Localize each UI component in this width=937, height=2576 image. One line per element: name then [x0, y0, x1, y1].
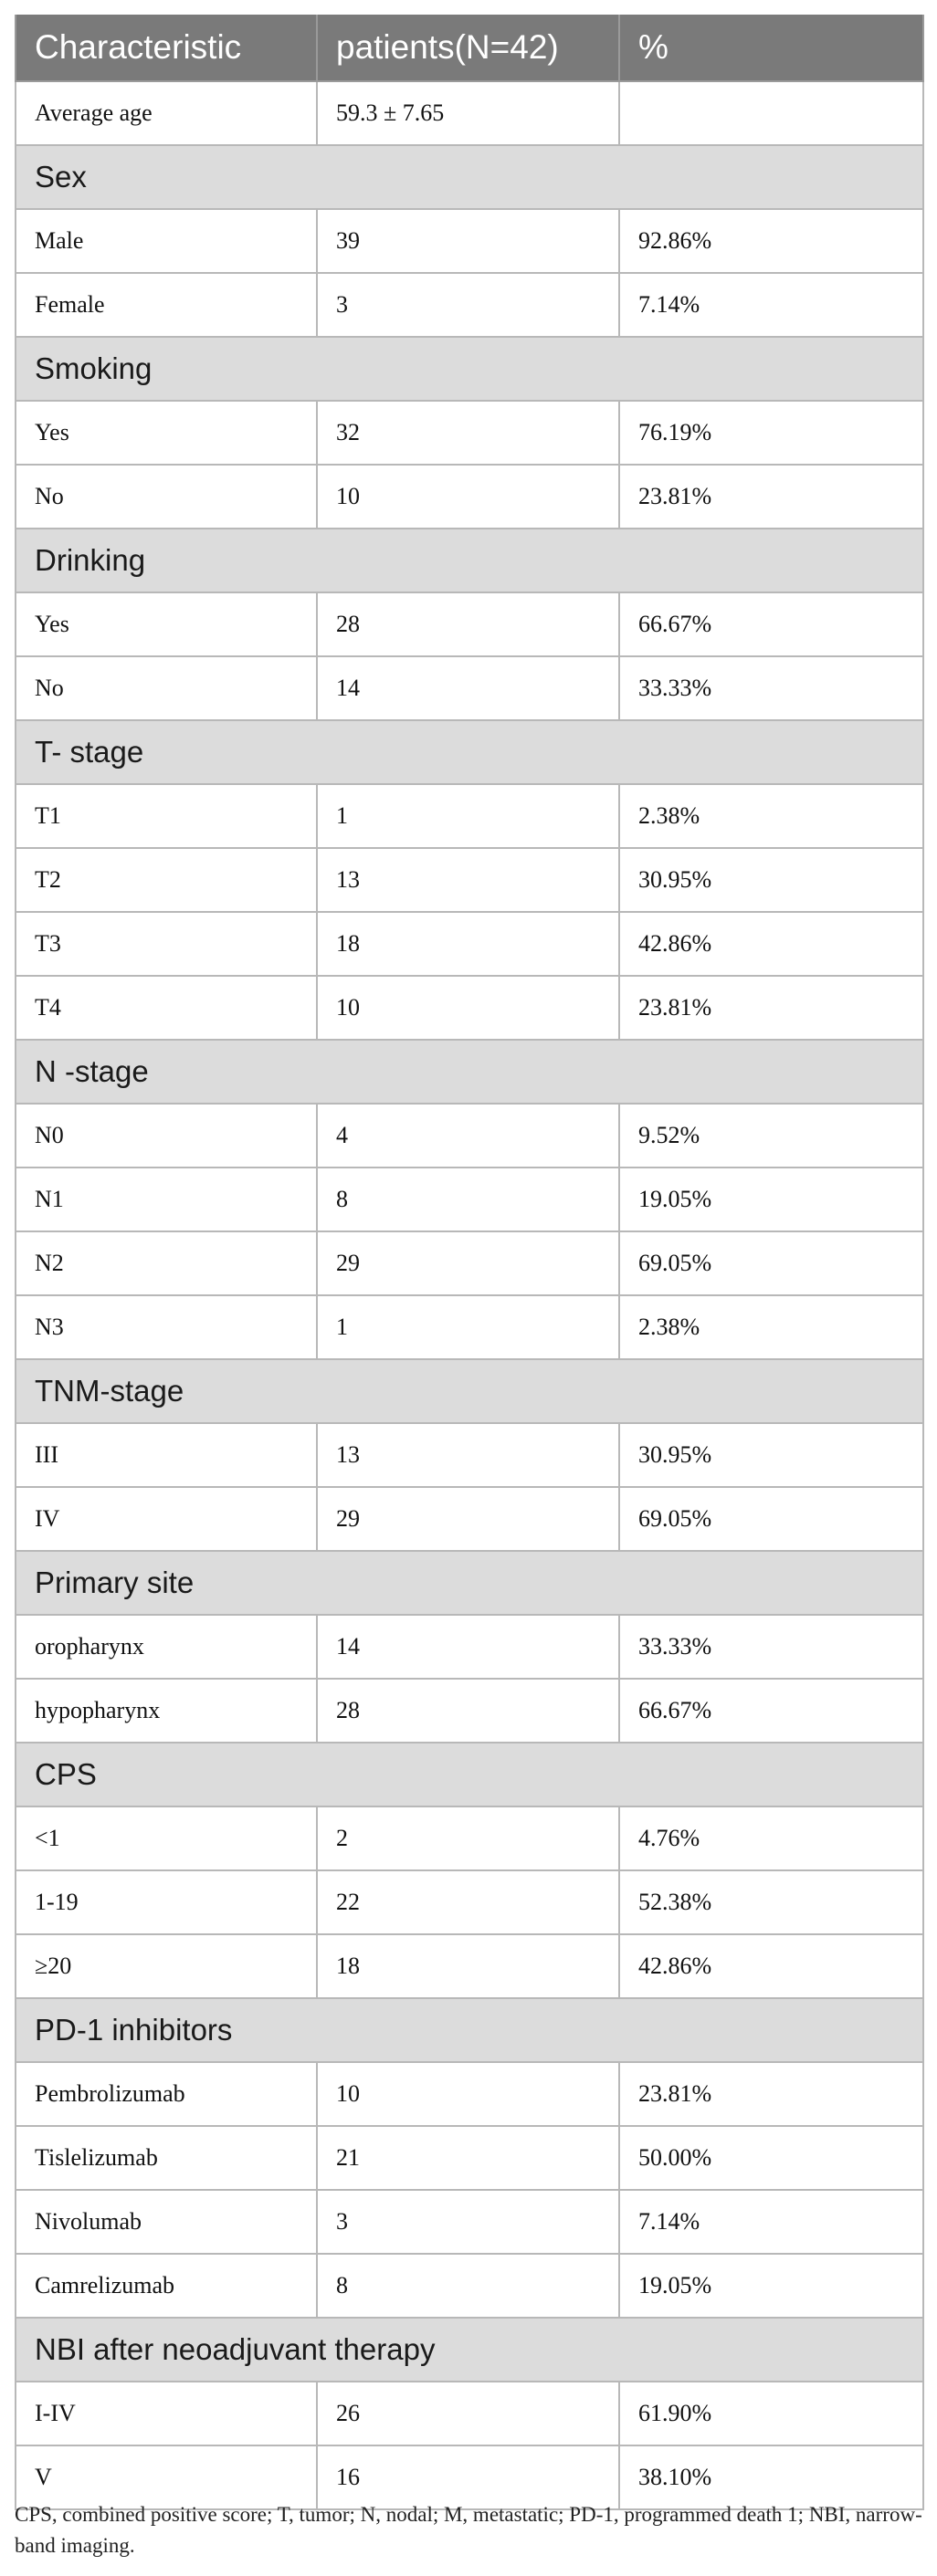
- cell-percent: 61.90%: [619, 2382, 923, 2445]
- cell-patients: 10: [317, 976, 619, 1040]
- group-header-row: [16, 1743, 923, 1806]
- table-row: [16, 1870, 923, 1934]
- cell-percent: 66.67%: [619, 1679, 923, 1743]
- cell-percent: 23.81%: [619, 465, 923, 529]
- cell-characteristic: Pembrolizumab: [16, 2062, 317, 2126]
- cell-patients: 13: [317, 848, 619, 912]
- cell-patients: 10: [317, 2062, 619, 2126]
- cell-characteristic: Yes: [16, 401, 317, 465]
- table-row: [16, 209, 923, 273]
- cell-characteristic: Camrelizumab: [16, 2254, 317, 2318]
- table-row: [16, 1487, 923, 1551]
- cell-percent: 2.38%: [619, 1295, 923, 1359]
- cell-patients: 3: [317, 273, 619, 337]
- cell-characteristic: N0: [16, 1104, 317, 1168]
- cell-percent: 7.14%: [619, 273, 923, 337]
- cell-patients: 14: [317, 656, 619, 720]
- cell-characteristic: ≥20: [16, 1934, 317, 1998]
- table-header: [16, 15, 923, 81]
- cell-percent: 4.76%: [619, 1806, 923, 1870]
- cell-patients: 22: [317, 1870, 619, 1934]
- cell-characteristic: III: [16, 1423, 317, 1487]
- cell-percent: 92.86%: [619, 209, 923, 273]
- cell-patients: 10: [317, 465, 619, 529]
- cell-patients: 32: [317, 401, 619, 465]
- characteristics-table-container: [15, 15, 922, 2510]
- cell-characteristic: 1-19: [16, 1870, 317, 1934]
- cell-patients: 39: [317, 209, 619, 273]
- cell-patients: 21: [317, 2126, 619, 2190]
- cell-characteristic: N2: [16, 1231, 317, 1295]
- cell-percent: 69.05%: [619, 1231, 923, 1295]
- cell-percent: 38.10%: [619, 2445, 923, 2509]
- cell-patients: 8: [317, 1168, 619, 1231]
- table-row: [16, 401, 923, 465]
- cell-characteristic: T3: [16, 912, 317, 976]
- table-row: [16, 784, 923, 848]
- cell-percent: 30.95%: [619, 848, 923, 912]
- table-row: [16, 273, 923, 337]
- table-row: [16, 1615, 923, 1679]
- cell-patients: 14: [317, 1615, 619, 1679]
- cell-patients: 18: [317, 912, 619, 976]
- table-row: [16, 465, 923, 529]
- cell-characteristic: No: [16, 465, 317, 529]
- cell-characteristic: T4: [16, 976, 317, 1040]
- characteristics-table: [15, 15, 924, 2510]
- table-row: [16, 2062, 923, 2126]
- cell-patients: 1: [317, 1295, 619, 1359]
- table-row: [16, 1168, 923, 1231]
- group-label: Smoking: [16, 337, 923, 401]
- header-row: [16, 15, 923, 81]
- cell-characteristic: N3: [16, 1295, 317, 1359]
- group-label: Drinking: [16, 529, 923, 592]
- cell-patients: 4: [317, 1104, 619, 1168]
- table-row: [16, 81, 923, 145]
- group-header-row: [16, 720, 923, 784]
- group-label: T- stage: [16, 720, 923, 784]
- header-patients: patients(N=42): [317, 15, 619, 81]
- table-row: [16, 1806, 923, 1870]
- group-label: Primary site: [16, 1551, 923, 1615]
- group-label: NBI after neoadjuvant therapy: [16, 2318, 923, 2382]
- group-header-row: [16, 1551, 923, 1615]
- cell-percent: 52.38%: [619, 1870, 923, 1934]
- table-row: [16, 1231, 923, 1295]
- cell-patients: 28: [317, 592, 619, 656]
- cell-percent: 33.33%: [619, 1615, 923, 1679]
- table-row: [16, 592, 923, 656]
- group-header-row: [16, 1998, 923, 2062]
- cell-characteristic: Yes: [16, 592, 317, 656]
- cell-percent: 50.00%: [619, 2126, 923, 2190]
- cell-percent: 42.86%: [619, 912, 923, 976]
- cell-characteristic: oropharynx: [16, 1615, 317, 1679]
- table-row: [16, 1934, 923, 1998]
- cell-characteristic: No: [16, 656, 317, 720]
- cell-percent: 2.38%: [619, 784, 923, 848]
- cell-characteristic: Tislelizumab: [16, 2126, 317, 2190]
- table-row: [16, 848, 923, 912]
- cell-characteristic: T1: [16, 784, 317, 848]
- cell-percent: 19.05%: [619, 2254, 923, 2318]
- table-row: [16, 2190, 923, 2254]
- cell-characteristic: N1: [16, 1168, 317, 1231]
- table-row: [16, 656, 923, 720]
- cell-patients: 59.3 ± 7.65: [317, 81, 619, 145]
- cell-percent: [619, 81, 923, 145]
- cell-percent: 66.67%: [619, 592, 923, 656]
- group-header-row: [16, 529, 923, 592]
- cell-patients: 28: [317, 1679, 619, 1743]
- cell-percent: 30.95%: [619, 1423, 923, 1487]
- cell-patients: 16: [317, 2445, 619, 2509]
- cell-percent: 33.33%: [619, 656, 923, 720]
- group-header-row: [16, 337, 923, 401]
- group-header-row: [16, 1359, 923, 1423]
- cell-percent: 9.52%: [619, 1104, 923, 1168]
- cell-characteristic: <1: [16, 1806, 317, 1870]
- cell-characteristic: V: [16, 2445, 317, 2509]
- group-label: N -stage: [16, 1040, 923, 1104]
- cell-characteristic: IV: [16, 1487, 317, 1551]
- cell-percent: 69.05%: [619, 1487, 923, 1551]
- cell-patients: 8: [317, 2254, 619, 2318]
- table-row: [16, 1423, 923, 1487]
- table-row: [16, 1679, 923, 1743]
- table-footnote: CPS, combined positive score; T, tumor; N, nodal; M, metastatic; PD-1, programmed death 1; NBI, narrow-band imaging.: [15, 2503, 922, 2557]
- table-row: [16, 976, 923, 1040]
- group-label: CPS: [16, 1743, 923, 1806]
- cell-patients: 3: [317, 2190, 619, 2254]
- table-row: [16, 2254, 923, 2318]
- cell-patients: 26: [317, 2382, 619, 2445]
- cell-percent: 7.14%: [619, 2190, 923, 2254]
- cell-characteristic: hypopharynx: [16, 1679, 317, 1743]
- header-percent: %: [619, 15, 923, 81]
- group-header-row: [16, 145, 923, 209]
- cell-characteristic: T2: [16, 848, 317, 912]
- cell-percent: 23.81%: [619, 2062, 923, 2126]
- header-characteristic: Characteristic: [16, 15, 317, 81]
- group-label: Sex: [16, 145, 923, 209]
- table-row: [16, 1104, 923, 1168]
- table-row: [16, 2382, 923, 2445]
- group-header-row: [16, 1040, 923, 1104]
- cell-patients: 29: [317, 1487, 619, 1551]
- table-row: [16, 1295, 923, 1359]
- group-label: PD-1 inhibitors: [16, 1998, 923, 2062]
- cell-patients: 2: [317, 1806, 619, 1870]
- cell-percent: 42.86%: [619, 1934, 923, 1998]
- cell-patients: 29: [317, 1231, 619, 1295]
- cell-characteristic: Male: [16, 209, 317, 273]
- table-row: [16, 2126, 923, 2190]
- table-body: [16, 81, 923, 2509]
- cell-percent: 19.05%: [619, 1168, 923, 1231]
- cell-characteristic: Female: [16, 273, 317, 337]
- cell-percent: 76.19%: [619, 401, 923, 465]
- cell-patients: 13: [317, 1423, 619, 1487]
- group-label: TNM-stage: [16, 1359, 923, 1423]
- cell-percent: 23.81%: [619, 976, 923, 1040]
- table-row: [16, 912, 923, 976]
- cell-patients: 18: [317, 1934, 619, 1998]
- cell-patients: 1: [317, 784, 619, 848]
- cell-characteristic: Average age: [16, 81, 317, 145]
- group-header-row: [16, 2318, 923, 2382]
- cell-characteristic: I-IV: [16, 2382, 317, 2445]
- cell-characteristic: Nivolumab: [16, 2190, 317, 2254]
